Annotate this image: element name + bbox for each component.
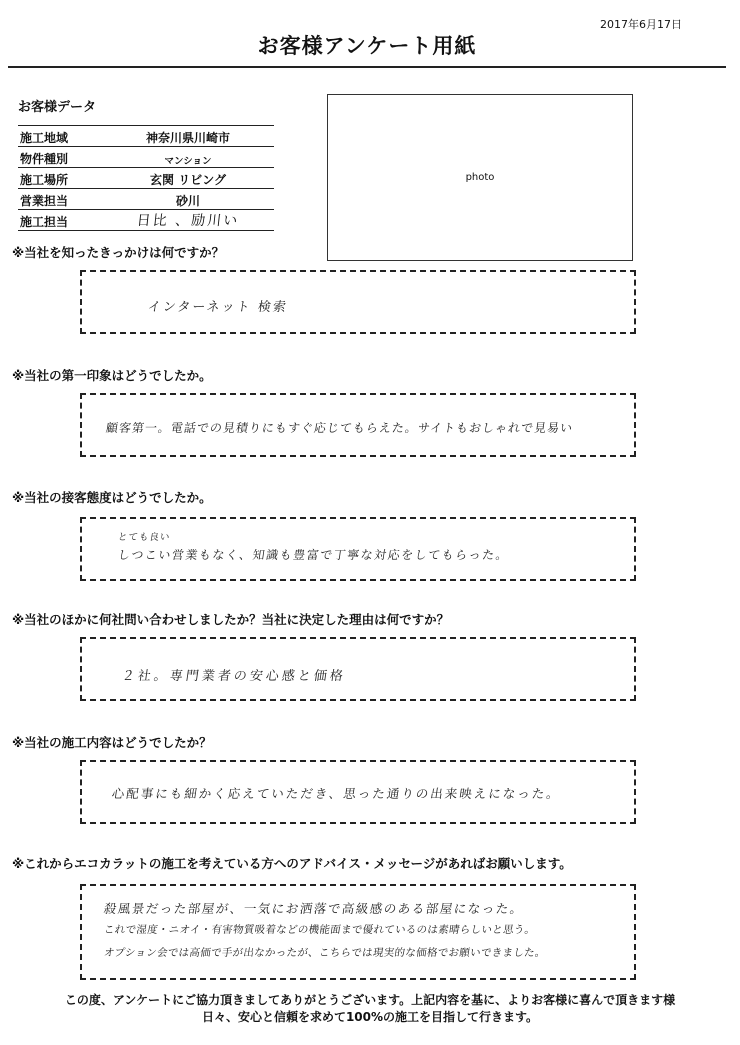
info-row-area [18, 125, 274, 147]
question-1: ※当社を知ったきっかけは何ですか？ [12, 245, 225, 260]
info-label: 営業担当 [20, 194, 69, 208]
footer-line-2: 日々、安心と信頼を求めて100%の施工を目指して行きます。 [201, 1010, 539, 1024]
info-value: 玄関 リビング [150, 173, 226, 187]
answer-2-line-1: 顧客第一。電話での見積りにもすぐ応じてもらえた。サイトもおしゃれで見易い [104, 421, 575, 435]
answer-1-line-1: インターネット 検索 [146, 300, 289, 315]
answer-4-line-1: ２社。専門業者の安心感と価格 [120, 669, 347, 684]
answer-box-2 [80, 393, 636, 457]
footer-message [0, 992, 740, 1026]
info-row-installer [18, 210, 274, 231]
title-block [8, 30, 726, 68]
answer-6-line-1: 殺風景だった部屋が、一気にお洒落で高級感のある部屋になった。 [102, 901, 525, 916]
info-row-property-type [18, 147, 274, 168]
answer-5-line-1: 心配事にも細かく応えていただき、思った通りの出来映えになった。 [110, 786, 562, 801]
customer-section-title: お客様データ [18, 100, 97, 115]
answer-box-1 [80, 270, 636, 334]
info-value: マンション [164, 156, 212, 167]
info-row-location [18, 168, 274, 189]
question-5: ※当社の施工内容はどうでしたか？ [12, 735, 212, 750]
info-label: 物件種別 [20, 152, 69, 166]
info-row-sales-rep [18, 189, 274, 210]
answer-box-4 [80, 637, 636, 701]
customer-info-table [18, 125, 274, 231]
photo-label: photo [465, 172, 495, 183]
answer-3-line-2: しつこい営業もなく、知識も豊富で丁寧な対応をしてもらった。 [116, 548, 511, 562]
info-value: 神奈川県川崎市 [145, 131, 230, 145]
info-label: 施工地域 [20, 131, 69, 145]
footer-line-1: この度、アンケートにご協力頂きましてありがとうございます。上記内容を基に、よりお客様に喜んで頂きます様 [64, 993, 676, 1007]
question-6: ※これからエコカラットの施工を考えている方へのアドバイス・メッセージがあればお願いします。 [12, 856, 572, 871]
info-label: 施工場所 [20, 173, 69, 187]
answer-3-line-1: とても良い [117, 532, 172, 543]
answer-box-3 [80, 517, 636, 581]
answer-6-line-2: これで湿度・ニオイ・有害物質吸着などの機能面まで優れているのは素晴らしいと思う。 [103, 924, 537, 936]
info-value-handwritten: 日比 、励川い [135, 213, 240, 229]
answer-box-6 [80, 884, 636, 980]
answer-box-5 [80, 760, 636, 824]
question-2: ※当社の第一印象はどうでしたか。 [12, 368, 212, 383]
question-4: ※当社のほかに何社問い合わせしましたか？当社に決定した理由は何ですか？ [12, 612, 450, 627]
page-title: お客様アンケート用紙 [8, 30, 726, 68]
question-3: ※当社の接客態度はどうでしたか。 [12, 490, 212, 505]
info-label: 施工担当 [20, 215, 69, 229]
answer-6-line-3: オプション会では高価で手が出なかったが、こちらでは現実的な価格でお願いできました。 [103, 947, 547, 959]
info-value: 砂川 [175, 194, 200, 208]
photo-placeholder [327, 94, 633, 261]
survey-date: 2017年6月17日 [600, 18, 682, 31]
